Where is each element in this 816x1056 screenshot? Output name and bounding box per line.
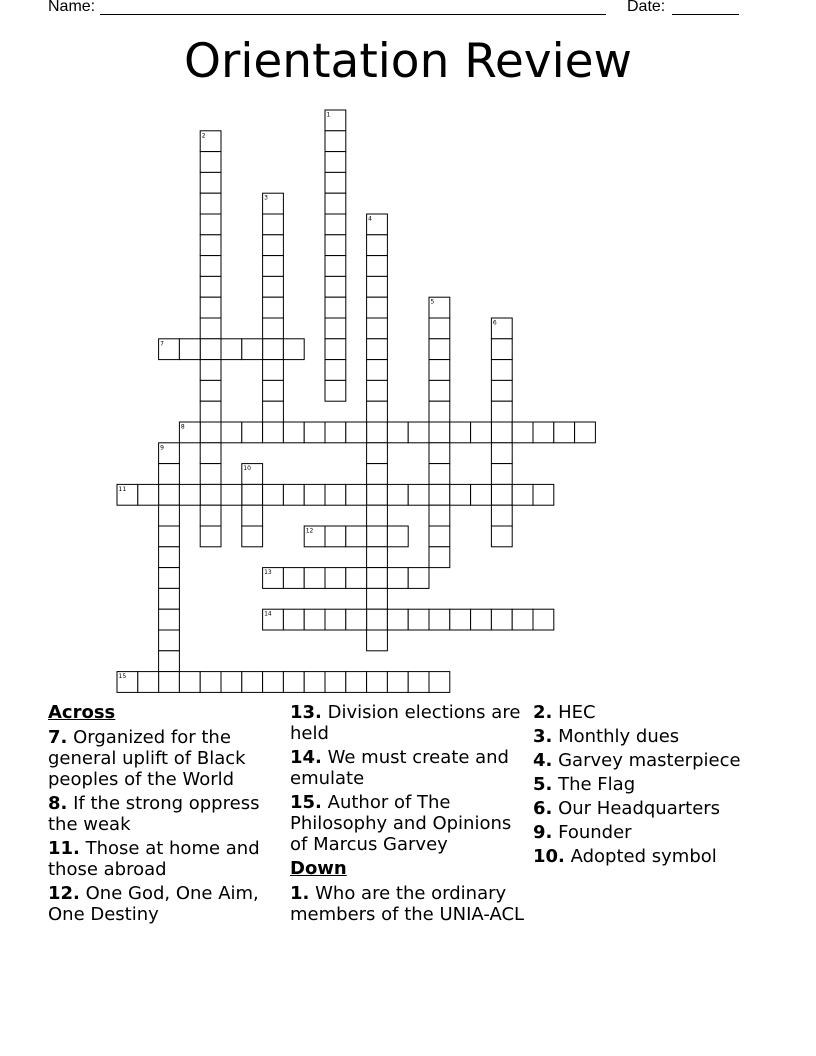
grid-cell[interactable] — [200, 360, 221, 381]
grid-cell[interactable] — [491, 484, 512, 505]
grid-cell[interactable] — [450, 422, 471, 443]
clue-text: Founder — [558, 822, 632, 843]
grid-cell[interactable] — [533, 422, 554, 443]
cell-number: 9 — [160, 444, 164, 452]
cell-number: 1 — [326, 111, 331, 119]
grid-cell[interactable] — [346, 672, 367, 693]
grid-cell[interactable] — [304, 568, 325, 589]
grid-cell[interactable] — [263, 214, 284, 235]
grid-cell[interactable] — [263, 672, 284, 693]
cell-number: 11 — [118, 485, 127, 493]
grid-cell[interactable] — [367, 360, 388, 381]
grid-cell[interactable] — [408, 568, 429, 589]
grid-cell[interactable] — [575, 422, 596, 443]
grid-cell[interactable] — [408, 422, 429, 443]
clue-item — [533, 702, 763, 723]
clue-item — [48, 838, 280, 880]
grid-cell[interactable] — [367, 443, 388, 464]
grid-cell[interactable] — [429, 609, 450, 630]
grid-cell[interactable] — [263, 339, 284, 360]
grid-cell[interactable] — [159, 526, 180, 547]
clue-item — [290, 792, 528, 855]
grid-cell[interactable] — [367, 297, 388, 318]
cell-number: 12 — [305, 527, 314, 535]
grid-cell[interactable] — [179, 339, 200, 360]
cell-number: 2 — [201, 132, 206, 140]
grid-cell[interactable] — [450, 484, 471, 505]
grid-cell[interactable] — [325, 526, 346, 547]
grid-cell[interactable] — [491, 380, 512, 401]
grid-cell[interactable] — [325, 360, 346, 381]
grid-cell[interactable] — [242, 339, 263, 360]
grid-cell[interactable] — [429, 380, 450, 401]
grid-cell[interactable] — [221, 672, 242, 693]
clue-text: We must create and emulate — [290, 747, 509, 789]
clue-item — [533, 726, 763, 747]
clue-number: 11. — [48, 838, 80, 859]
grid-cell[interactable] — [159, 609, 180, 630]
grid-cell[interactable] — [159, 464, 180, 485]
clue-item — [533, 822, 763, 843]
grid-cell[interactable] — [283, 339, 304, 360]
grid-cell[interactable] — [429, 401, 450, 422]
grid-cell[interactable] — [346, 609, 367, 630]
grid-cell[interactable] — [367, 235, 388, 256]
clue-item — [290, 702, 528, 744]
grid-cell[interactable] — [200, 235, 221, 256]
grid-cell[interactable] — [283, 422, 304, 443]
grid-cell[interactable] — [429, 360, 450, 381]
grid-cell[interactable] — [387, 609, 408, 630]
grid-cell[interactable] — [263, 276, 284, 297]
grid-cell[interactable] — [408, 672, 429, 693]
grid-cell[interactable] — [367, 505, 388, 526]
grid-cell[interactable] — [429, 318, 450, 339]
date-label: Date: — [627, 0, 666, 15]
grid-cell[interactable] — [283, 609, 304, 630]
grid-cell[interactable] — [159, 547, 180, 568]
grid-cell[interactable] — [512, 484, 533, 505]
grid-cell[interactable] — [491, 526, 512, 547]
grid-cell[interactable] — [367, 484, 388, 505]
grid-cell[interactable] — [491, 360, 512, 381]
clue-item — [48, 883, 280, 925]
grid-cell[interactable] — [491, 505, 512, 526]
grid-cell[interactable] — [325, 609, 346, 630]
clue-number: 1. — [290, 883, 310, 904]
clue-text: The Flag — [558, 774, 636, 795]
grid-cell[interactable] — [471, 484, 492, 505]
grid-cell[interactable] — [179, 484, 200, 505]
grid-cell[interactable] — [387, 526, 408, 547]
grid-cell[interactable] — [304, 422, 325, 443]
grid-cell[interactable] — [346, 568, 367, 589]
grid-cell[interactable] — [138, 672, 159, 693]
grid-cell[interactable] — [325, 152, 346, 173]
clue-number: 4. — [533, 750, 553, 771]
clue-item — [533, 774, 763, 795]
grid-cell[interactable] — [263, 401, 284, 422]
grid-cell[interactable] — [221, 484, 242, 505]
grid-cell[interactable] — [200, 401, 221, 422]
grid-cell[interactable] — [367, 672, 388, 693]
clue-text: Those at home and those abroad — [48, 838, 260, 880]
grid-cell[interactable] — [533, 484, 554, 505]
clue-number: 2. — [533, 702, 553, 723]
grid-cell[interactable] — [325, 318, 346, 339]
down-heading: Down — [290, 858, 347, 879]
grid-cell[interactable] — [242, 422, 263, 443]
grid-cell[interactable] — [429, 422, 450, 443]
grid-cell[interactable] — [200, 318, 221, 339]
grid-cell[interactable] — [200, 380, 221, 401]
grid-cell[interactable] — [200, 276, 221, 297]
grid-cell[interactable] — [491, 609, 512, 630]
grid-cell[interactable] — [387, 422, 408, 443]
grid-cell[interactable] — [367, 318, 388, 339]
grid-cell[interactable] — [367, 256, 388, 277]
across-heading: Across — [48, 702, 116, 723]
clue-item — [533, 846, 763, 867]
clue-number: 9. — [533, 822, 553, 843]
grid-cell[interactable] — [325, 193, 346, 214]
grid-cell[interactable] — [325, 339, 346, 360]
grid-cell[interactable] — [429, 484, 450, 505]
clue-item — [48, 793, 280, 835]
grid-cell[interactable] — [554, 422, 575, 443]
grid-cell[interactable] — [200, 672, 221, 693]
grid-cell[interactable] — [346, 526, 367, 547]
grid-cell[interactable] — [159, 630, 180, 651]
grid-cell[interactable] — [242, 484, 263, 505]
grid-cell[interactable] — [429, 443, 450, 464]
grid-cell[interactable] — [263, 360, 284, 381]
clue-text: Division elections are held — [290, 702, 521, 744]
clue-text: Our Headquarters — [558, 798, 721, 819]
grid-cell[interactable] — [304, 672, 325, 693]
cell-number: 4 — [368, 215, 372, 223]
grid-cell[interactable] — [325, 422, 346, 443]
clue-number: 14. — [290, 747, 322, 768]
grid-cell[interactable] — [471, 422, 492, 443]
grid-cell[interactable] — [429, 672, 450, 693]
grid-cell[interactable] — [200, 172, 221, 193]
cell-number: 6 — [492, 319, 497, 327]
grid-cell[interactable] — [200, 214, 221, 235]
grid-cell[interactable] — [325, 672, 346, 693]
cell-number: 15 — [118, 673, 127, 681]
grid-cell[interactable] — [200, 152, 221, 173]
grid-cell[interactable] — [367, 401, 388, 422]
grid-cell[interactable] — [512, 609, 533, 630]
grid-cell[interactable] — [159, 588, 180, 609]
grid-cell[interactable] — [159, 505, 180, 526]
clue-item — [48, 727, 280, 790]
grid-cell[interactable] — [367, 276, 388, 297]
grid-cell[interactable] — [325, 276, 346, 297]
grid-cell[interactable] — [491, 401, 512, 422]
grid-cell[interactable] — [325, 131, 346, 152]
grid-cell[interactable] — [138, 484, 159, 505]
grid-cell[interactable] — [346, 422, 367, 443]
grid-cell[interactable] — [200, 526, 221, 547]
grid-cell[interactable] — [200, 505, 221, 526]
grid-cell[interactable] — [200, 422, 221, 443]
clue-item — [533, 750, 763, 771]
grid-cell[interactable] — [325, 568, 346, 589]
grid-cell[interactable] — [325, 484, 346, 505]
grid-cell[interactable] — [491, 339, 512, 360]
grid-cell[interactable] — [325, 297, 346, 318]
grid-cell[interactable] — [263, 422, 284, 443]
grid-cell[interactable] — [346, 484, 367, 505]
grid-cell[interactable] — [159, 672, 180, 693]
grid-cell[interactable] — [367, 588, 388, 609]
clue-number: 10. — [533, 846, 565, 867]
grid-cell[interactable] — [491, 422, 512, 443]
clue-text: One God, One Aim, One Destiny — [48, 883, 259, 925]
grid-cell[interactable] — [200, 297, 221, 318]
grid-cell[interactable] — [304, 609, 325, 630]
grid-cell[interactable] — [159, 568, 180, 589]
clue-number: 12. — [48, 883, 80, 904]
clue-text: If the strong oppress the weak — [48, 793, 260, 835]
grid-cell[interactable] — [491, 464, 512, 485]
clue-text: Organized for the general uplift of Black peoples of the World — [48, 727, 246, 790]
grid-cell[interactable] — [367, 380, 388, 401]
clues-column-1 — [48, 702, 280, 928]
clue-number: 7. — [48, 727, 68, 748]
clue-number: 8. — [48, 793, 68, 814]
grid-cell[interactable] — [200, 484, 221, 505]
grid-cell[interactable] — [367, 526, 388, 547]
grid-cell[interactable] — [283, 484, 304, 505]
grid-cell[interactable] — [221, 422, 242, 443]
grid-cell[interactable] — [491, 443, 512, 464]
page-title: Orientation Review — [184, 34, 632, 89]
grid-cell[interactable] — [263, 256, 284, 277]
clue-item — [533, 798, 763, 819]
clue-item — [290, 747, 528, 789]
grid-cell[interactable] — [429, 547, 450, 568]
grid-cell[interactable] — [367, 339, 388, 360]
grid-cell[interactable] — [325, 256, 346, 277]
grid-cell[interactable] — [242, 672, 263, 693]
grid-cell[interactable] — [367, 609, 388, 630]
grid-cell[interactable] — [367, 422, 388, 443]
grid-cell[interactable] — [263, 297, 284, 318]
grid-cell[interactable] — [387, 484, 408, 505]
grid-cell[interactable] — [429, 339, 450, 360]
clue-number: 5. — [533, 774, 553, 795]
cell-number: 10 — [243, 465, 251, 473]
grid-cell[interactable] — [263, 235, 284, 256]
grid-cell[interactable] — [429, 526, 450, 547]
grid-cell[interactable] — [367, 547, 388, 568]
grid-cell[interactable] — [200, 339, 221, 360]
cell-number: 8 — [180, 423, 185, 431]
grid-cell[interactable] — [200, 443, 221, 464]
grid-cell[interactable] — [367, 464, 388, 485]
clue-text: Monthly dues — [558, 726, 680, 747]
grid-cell[interactable] — [325, 214, 346, 235]
grid-cell[interactable] — [263, 484, 284, 505]
grid-cell[interactable] — [263, 318, 284, 339]
grid-cell[interactable] — [387, 672, 408, 693]
grid-cell[interactable] — [367, 568, 388, 589]
grid-cell[interactable] — [408, 484, 429, 505]
grid-cell[interactable] — [533, 609, 554, 630]
cell-number: 5 — [430, 298, 435, 306]
grid-cell[interactable] — [159, 484, 180, 505]
name-label: Name: — [48, 0, 96, 15]
grid-cell[interactable] — [408, 609, 429, 630]
grid-cell[interactable] — [200, 256, 221, 277]
grid-cell[interactable] — [429, 505, 450, 526]
clues-column-3 — [533, 702, 763, 870]
grid-cell[interactable] — [387, 568, 408, 589]
grid-cell[interactable] — [325, 172, 346, 193]
cell-number: 7 — [160, 340, 164, 348]
clue-item — [290, 883, 528, 925]
grid-cell[interactable] — [471, 609, 492, 630]
grid-cell[interactable] — [179, 672, 200, 693]
grid-cell[interactable] — [200, 464, 221, 485]
grid-cell[interactable] — [263, 380, 284, 401]
grid-cell[interactable] — [450, 609, 471, 630]
cell-number: 13 — [264, 569, 272, 577]
grid-cell[interactable] — [325, 380, 346, 401]
cell-number: 14 — [264, 610, 272, 618]
clue-text: HEC — [558, 702, 596, 723]
grid-cell[interactable] — [200, 193, 221, 214]
clue-number: 6. — [533, 798, 553, 819]
grid-cell[interactable] — [304, 484, 325, 505]
clue-text: Who are the ordinary members of the UNIA-ACL — [290, 883, 525, 925]
clue-number: 15. — [290, 792, 322, 813]
clue-text: Garvey masterpiece — [558, 750, 741, 771]
grid-cell[interactable] — [221, 339, 242, 360]
clue-number: 3. — [533, 726, 553, 747]
clue-text: Adopted symbol — [570, 846, 717, 867]
cell-number: 3 — [264, 194, 268, 202]
grid-cell[interactable] — [242, 505, 263, 526]
grid-cell[interactable] — [367, 630, 388, 651]
clues-column-2 — [290, 702, 528, 928]
grid-cell[interactable] — [325, 235, 346, 256]
grid-cell[interactable] — [283, 672, 304, 693]
clue-text: Author of The Philosophy and Opinions of Marcus Garvey — [290, 792, 512, 855]
grid-cell[interactable] — [512, 422, 533, 443]
grid-cell[interactable] — [159, 651, 180, 672]
grid-cell[interactable] — [429, 464, 450, 485]
clue-number: 13. — [290, 702, 322, 723]
grid-cell[interactable] — [283, 568, 304, 589]
grid-cell[interactable] — [242, 526, 263, 547]
